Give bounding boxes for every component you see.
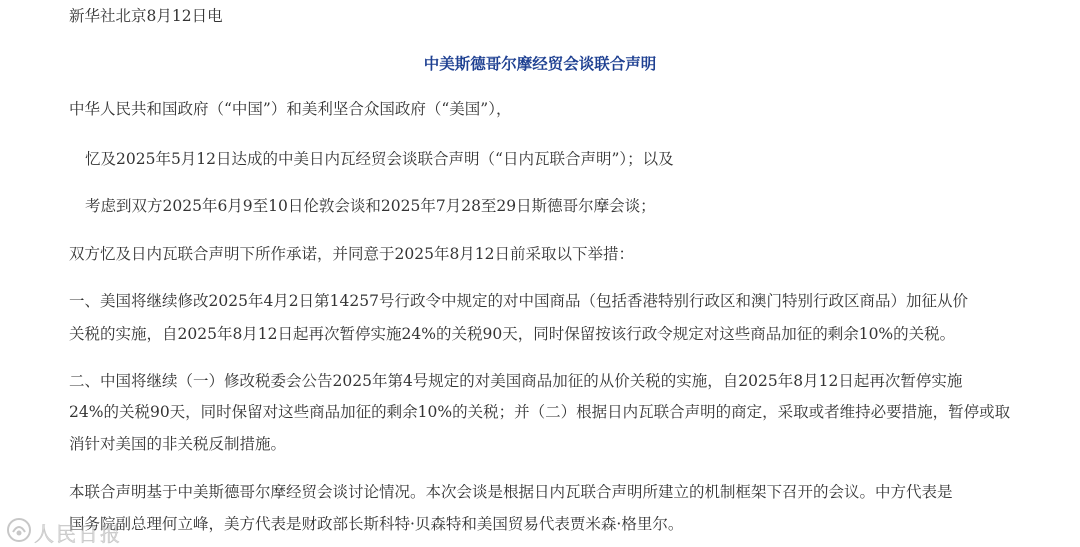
watermark-text: 人民日报: [34, 522, 122, 546]
paragraph-3: 考虑到双方2025年6月9至10日伦敦会谈和2025年7月28至29日斯德哥尔摩会谈；: [85, 197, 656, 215]
paragraph-1: 中华人民共和国政府（“中国”）和美利坚合众国政府（“美国”），: [69, 100, 512, 118]
paragraph-6-line-3: 消针对美国的非关税反制措施。: [69, 435, 287, 453]
paragraph-7-line-1: 本联合声明基于中美斯德哥尔摩经贸会谈讨论情况。本次会谈是根据日内瓦联合声明所建立的机制框架下召开的会议。中方代表是: [69, 483, 953, 501]
logo-icon: [6, 517, 32, 543]
watermark: [4, 512, 154, 544]
paragraph-7-line-2: 国务院副总理何立峰，美方代表是财政部长斯科特·贝森特和美国贸易代表贾米森·格里尔。: [69, 515, 684, 533]
article-title: 中美斯德哥尔摩经贸会谈联合声明: [423, 54, 657, 73]
paragraph-6-line-1: 二、中国将继续（一）修改税委会公告2025年第4号规定的对美国商品加征的从价关税的实施，自2025年8月12日起再次暂停实施: [69, 372, 963, 390]
paragraph-6-line-2: 24%的关税90天，同时保留对这些商品加征的剩余10%的关税；并（二）根据日内瓦联合声明的商定，采取或者维持必要措施，暂停或取: [69, 403, 1011, 421]
paragraph-4: 双方忆及日内瓦联合声明下所作承诺，并同意于2025年8月12日前采取以下举措：: [69, 245, 635, 263]
paragraph-2: 忆及2025年5月12日达成的中美日内瓦经贸会谈联合声明（“日内瓦联合声明”）；以及: [85, 150, 674, 168]
dateline: 新华社北京8月12日电: [69, 7, 223, 25]
paragraph-5-line-1: 一、美国将继续修改2025年4月2日第14257号行政令中规定的对中国商品（包括香港特别行政区和澳门特别行政区商品）加征从价: [69, 292, 968, 310]
paragraph-5-line-2: 关税的实施，自2025年8月12日起再次暂停实施24%的关税90天，同时保留按该行政令规定对这些商品加征的剩余10%的关税。: [69, 325, 956, 343]
